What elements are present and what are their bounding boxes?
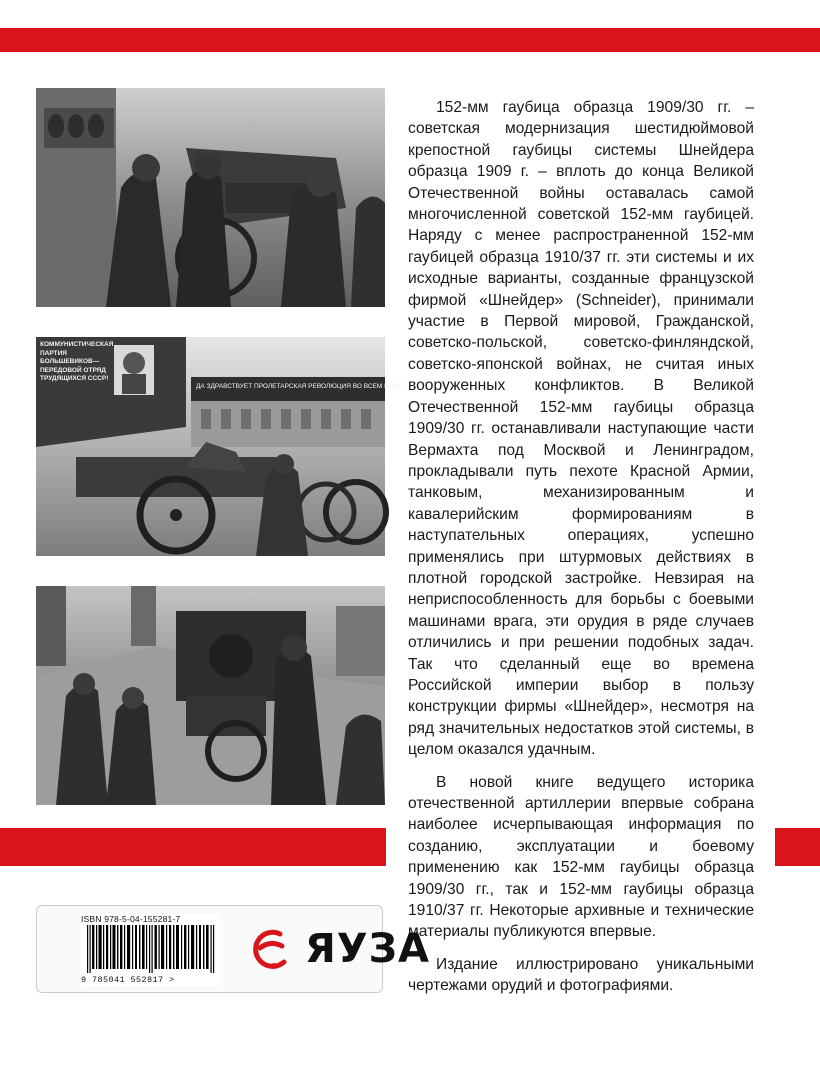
- poster-line: ПАРТИЯ: [40, 349, 67, 357]
- paragraph-2: В новой книге ведущего историка отечественной артиллерии впервые собрана наиболее исчерпывающая информация по созданию, эксплуатации и боевому применению как 152-мм гаубицы образца 1909/30 гг., так и 152-мм гаубицы образца 1910/37 гг. Некоторые архивные и технические материалы публикуются впервые.: [408, 773, 754, 941]
- paragraph-3: Издание иллюстрировано уникальными чертежами орудий и фотографиями.: [408, 955, 754, 995]
- barcode-digits: 9 785041 552817 >: [81, 975, 175, 985]
- publisher-name: ЯУЗА: [305, 926, 431, 972]
- photo-howitzer-crew: [36, 88, 385, 307]
- top-red-band: [0, 28, 820, 52]
- middle-red-band-right: [775, 828, 820, 866]
- photo-parade-red-square: [36, 337, 403, 556]
- poster-line: БОЛЬШЕВИКОВ—: [40, 358, 100, 365]
- poster-line: ПЕРЕДОВОЙ ОТРЯД: [40, 366, 106, 374]
- banner-text: ДА ЗДРАВСТВУЕТ ПРОЛЕТАРСКАЯ РЕВОЛЮЦИЯ ВО ВСЕМ МИРЕ: [196, 383, 403, 390]
- isbn-publisher-box: [36, 905, 431, 993]
- poster-text: [40, 341, 115, 384]
- poster-line: КОММУНИСТИЧЕСКАЯ: [40, 341, 114, 348]
- isbn-label: ISBN 978-5-04-155281-7: [81, 914, 181, 924]
- middle-red-band-left: [0, 828, 386, 866]
- barcode-bars: [85, 925, 217, 973]
- annotation-text: [408, 97, 754, 1008]
- eksmo-logo-icon: [250, 926, 290, 974]
- photo-howitzer-in-city: [36, 586, 385, 805]
- barcode: [81, 914, 221, 986]
- poster-line: ТРУДЯЩИХСЯ СССР!: [40, 375, 109, 382]
- paragraph-1: 152-мм гаубица образца 1909/30 гг. – советская модернизация шестидюймовой крепостной гаубицы системы Шнейдера образца 1909 г. – вплоть до конца Великой Отечественной войны оставалась самой многочисленной советской 152-мм гаубицей. Наряду с менее распространенной 152-мм гаубицей образца 1910/37 гг. эти системы и их исходные варианты, созданные французской фирмой «Шнейдер» (Schneider), принимали участие в Первой мировой, Гражданской, советско-польской, советско-финляндской, советско-японской войнах, не считая иных вооруженных конфликтов. В Великой Отечественной 152-мм гаубицы образца 1909/30 гг. останавливали наступающие части Вермахта под Москвой и Ленинградом, прокладывали путь пехоте Красной Армии, танковым, механизированным и кавалерийским формированиям в наступательных операциях, успешно применялись при штурмовых действиях в плотной городской застройке. Невзирая на неприспособленность для борьбы с боевыми машинами врага, эти орудия в ряде случаев отличились и при решении подобных задач. Так что сделанный еще во времена Российской империи выбор в пользу конструкции фирмы «Шнейдер», несмотря на ряд значительных недостатков этой системы, в целом оказался удачным.: [408, 99, 754, 759]
- publisher-logo: [250, 924, 431, 976]
